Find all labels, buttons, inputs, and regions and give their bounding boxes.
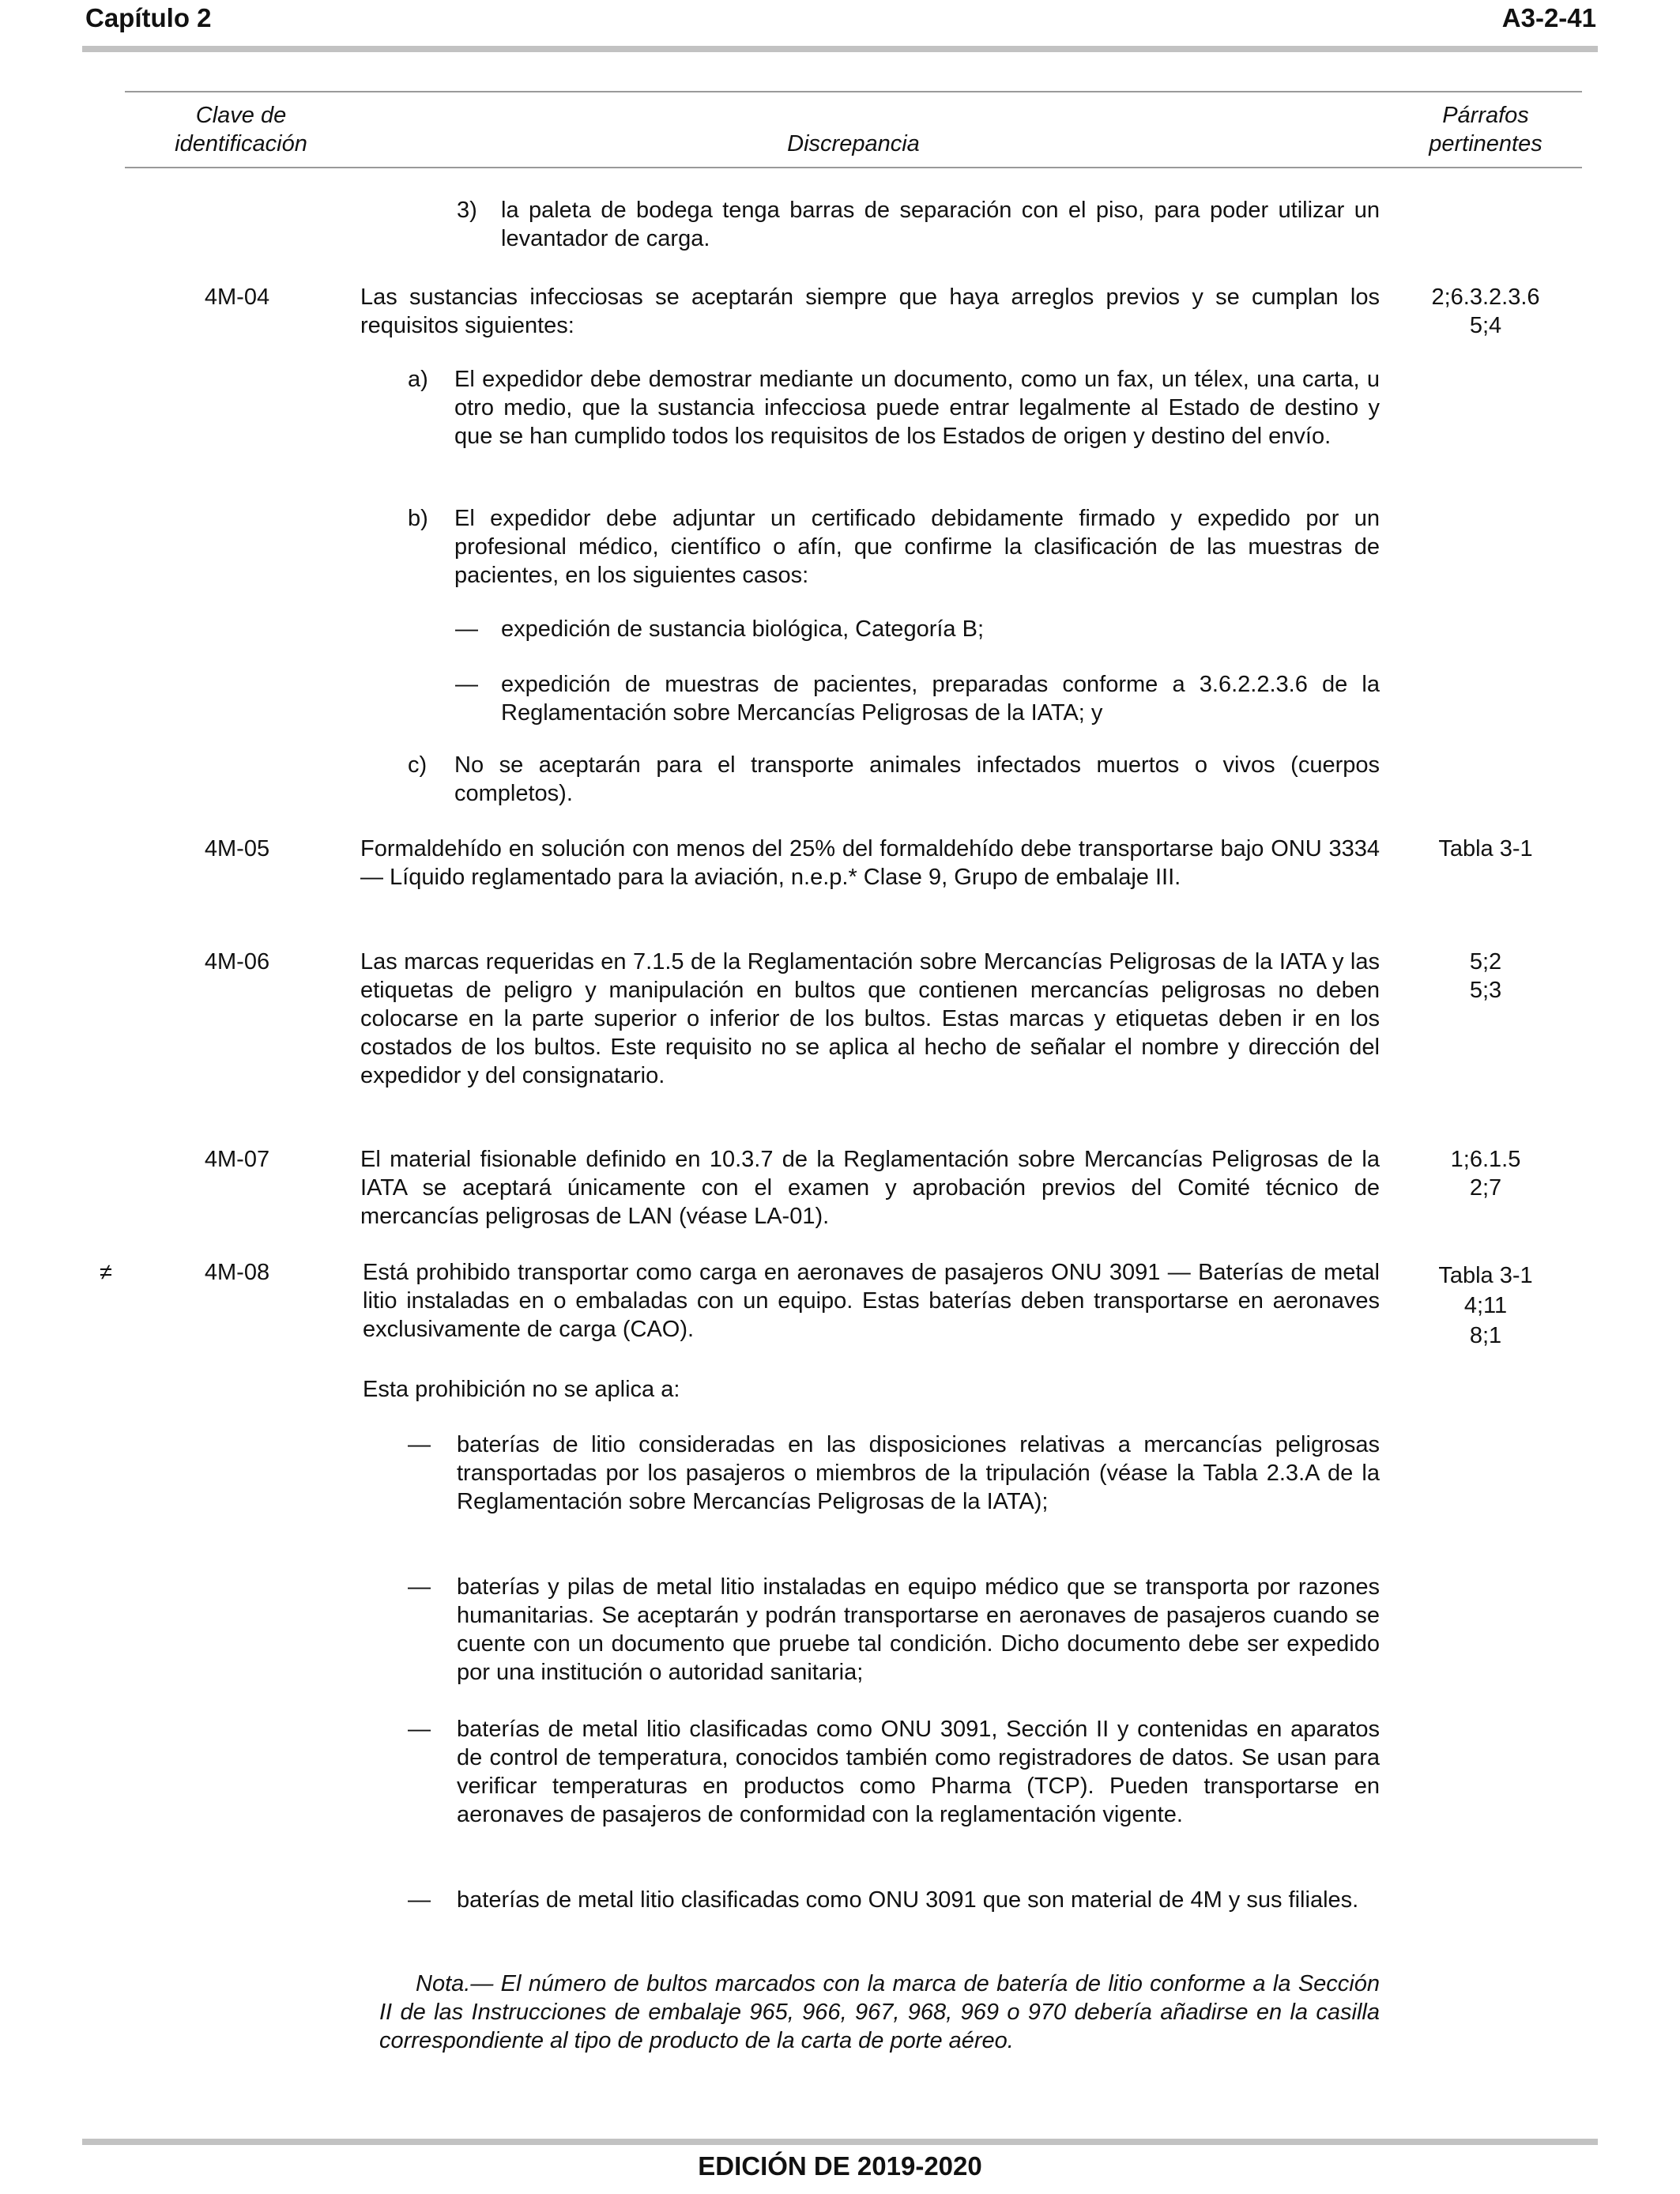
item-text: El expedidor debe demostrar mediante un documento, como un fax, un télex, una carta, u otro medio, que la sustancia infecciosa puede entrar legalmente al Estado de destino y que se han cumplido todos los requisitos de los Estados de origen y destino del envío. <box>454 367 1380 449</box>
row-key-4m-04: 4M-04 <box>204 285 270 310</box>
page-header <box>85 3 1596 43</box>
item-label: c) <box>408 752 428 778</box>
row-text-4m-08: Está prohibido transportar como carga en aeronaves de pasajeros ONU 3091 — Baterías de metal litio instaladas en o embaladas con un equipo. Estas baterías deben transportarse en aeronaves exclusivamente de carga (CAO). <box>363 1260 1380 1342</box>
col-header-discrepancy: Discrepancia <box>787 131 920 156</box>
item-text: la paleta de bodega tenga barras de separación con el piso, para poder utilizar un levantador de carga. <box>501 198 1380 251</box>
page-number: A3-2-41 <box>1501 3 1596 32</box>
footer-rule <box>82 2139 1598 2145</box>
item-label: a) <box>408 367 428 392</box>
row-paragraph: 4;11 <box>1463 1293 1508 1318</box>
row-paragraph: 2;6.3.2.3.6 <box>1431 285 1540 310</box>
table-top-rule <box>125 91 1582 92</box>
exception-item: baterías de metal litio clasificadas como ONU 3091, Sección II y contenidas en aparatos de control de temperatura, conocidos también como registradores de datos. Se usan para verificar temperaturas en productos como Pharma (TCP). Pueden transportarse en aeronaves de pasajeros de conformidad con la reglamentación vigente. <box>457 1717 1380 1827</box>
row-text-4m-07: El material fisionable definido en 10.3.7 de la Reglamentación sobre Mercancías Peligrosas de la IATA se aceptará únicamente con el examen y aprobación previos del Comité técnico de mercancías peligrosas de LAN (véase LA-01). <box>360 1147 1380 1229</box>
item-label: 3) <box>457 198 477 223</box>
row-key-4m-06: 4M-06 <box>204 949 270 974</box>
row-paragraph: 2;7 <box>1469 1175 1502 1201</box>
dash-item-text: expedición de muestras de pacientes, preparadas conforme a 3.6.2.2.3.6 de la Reglamentación sobre Mercancías Peligrosas de la IATA; y <box>501 672 1380 726</box>
row-paragraph: 8;1 <box>1469 1323 1502 1348</box>
col-header-paragraphs: Párrafos pertinentes <box>1429 103 1543 156</box>
dash-bullet: — <box>408 1887 431 1913</box>
item-text: El expedidor debe adjuntar un certificado debidamente firmado y expedido por un profesional médico, científico o afín, que confirme la clasificación de las muestras de pacientes, en los siguientes casos: <box>454 506 1380 588</box>
row-paragraph: Tabla 3-1 <box>1438 1263 1533 1288</box>
col-header-key: Clave de identificación <box>175 103 307 156</box>
header-rule <box>82 46 1598 52</box>
dash-bullet: — <box>455 616 478 642</box>
row-paragraph: 5;3 <box>1469 978 1502 1003</box>
exception-item: baterías de litio consideradas en las disposiciones relativas a mercancías peligrosas transportadas por los pasajeros o miembros de la tripulación (véase la Tabla 2.3.A de la Reglamentación sobre Mercancías Peligrosas de la IATA); <box>457 1432 1380 1514</box>
dash-item-text: expedición de sustancia biológica, Categoría B; <box>501 616 984 642</box>
exception-item: baterías y pilas de metal litio instaladas en equipo médico que se transporta por razones humanitarias. Se aceptarán y podrán transportarse en aeronaves de pasajeros cuando se cuente con un documento que pruebe tal condición. Dicho documento debe ser expedido por una institución o autoridad sanitaria; <box>457 1574 1380 1685</box>
item-text: No se aceptarán para el transporte animales infectados muertos o vivos (cuerpos completos). <box>454 752 1380 806</box>
table-header-rule <box>125 167 1582 168</box>
row-text-4m-05: Formaldehído en solución con menos del 25% del formaldehído debe transportarse bajo ONU 3334 — Líquido reglamentado para la aviación, n.e.p.* Clase 9, Grupo de embalaje III. <box>360 836 1380 890</box>
item-label: b) <box>408 506 428 531</box>
dash-bullet: — <box>455 672 478 697</box>
row-paragraph: Tabla 3-1 <box>1438 836 1533 861</box>
chapter-title: Capítulo 2 <box>85 3 212 32</box>
row-key-4m-08: 4M-08 <box>204 1260 270 1285</box>
row-key-4m-07: 4M-07 <box>204 1147 270 1172</box>
row-paragraph: 1;6.1.5 <box>1450 1147 1521 1172</box>
row-text-4m-06: Las marcas requeridas en 7.1.5 de la Reglamentación sobre Mercancías Peligrosas de la IATA y las etiquetas de peligro y manipulación en bultos que contienen mercancías peligrosas no deben colocarse en la parte superior o inferior de los bultos. Estas marcas y etiquetas deben ir en los costados de los bultos. Este requisito no se aplica al hecho de señalar el nombre y dirección del expedidor y del consignatario. <box>360 949 1380 1088</box>
note-text: Nota.— El número de bultos marcados con la marca de batería de litio conforme a la Sección II de las Instrucciones de embalaje 965, 966, 967, 968, 969 o 970 debería añadirse en la casilla correspondiente al tipo de producto de la carta de porte aéreo. <box>379 1971 1380 2053</box>
row-paragraph: 5;4 <box>1469 313 1502 338</box>
dash-bullet: — <box>408 1717 431 1742</box>
row-paragraph: 5;2 <box>1469 949 1502 974</box>
dash-bullet: — <box>408 1432 431 1457</box>
edition-footer: EDICIÓN DE 2019-2020 <box>698 2151 982 2181</box>
dash-bullet: — <box>408 1574 431 1600</box>
exception-intro: Esta prohibición no se aplica a: <box>363 1377 680 1402</box>
row-key-4m-05: 4M-05 <box>204 836 270 861</box>
exception-item: baterías de metal litio clasificadas como ONU 3091 que son material de 4M y sus filiales. <box>457 1887 1359 1913</box>
change-marker: ≠ <box>100 1260 112 1285</box>
row-text-4m-04: Las sustancias infecciosas se aceptarán siempre que haya arreglos previos y se cumplan los requisitos siguientes: <box>360 285 1380 338</box>
